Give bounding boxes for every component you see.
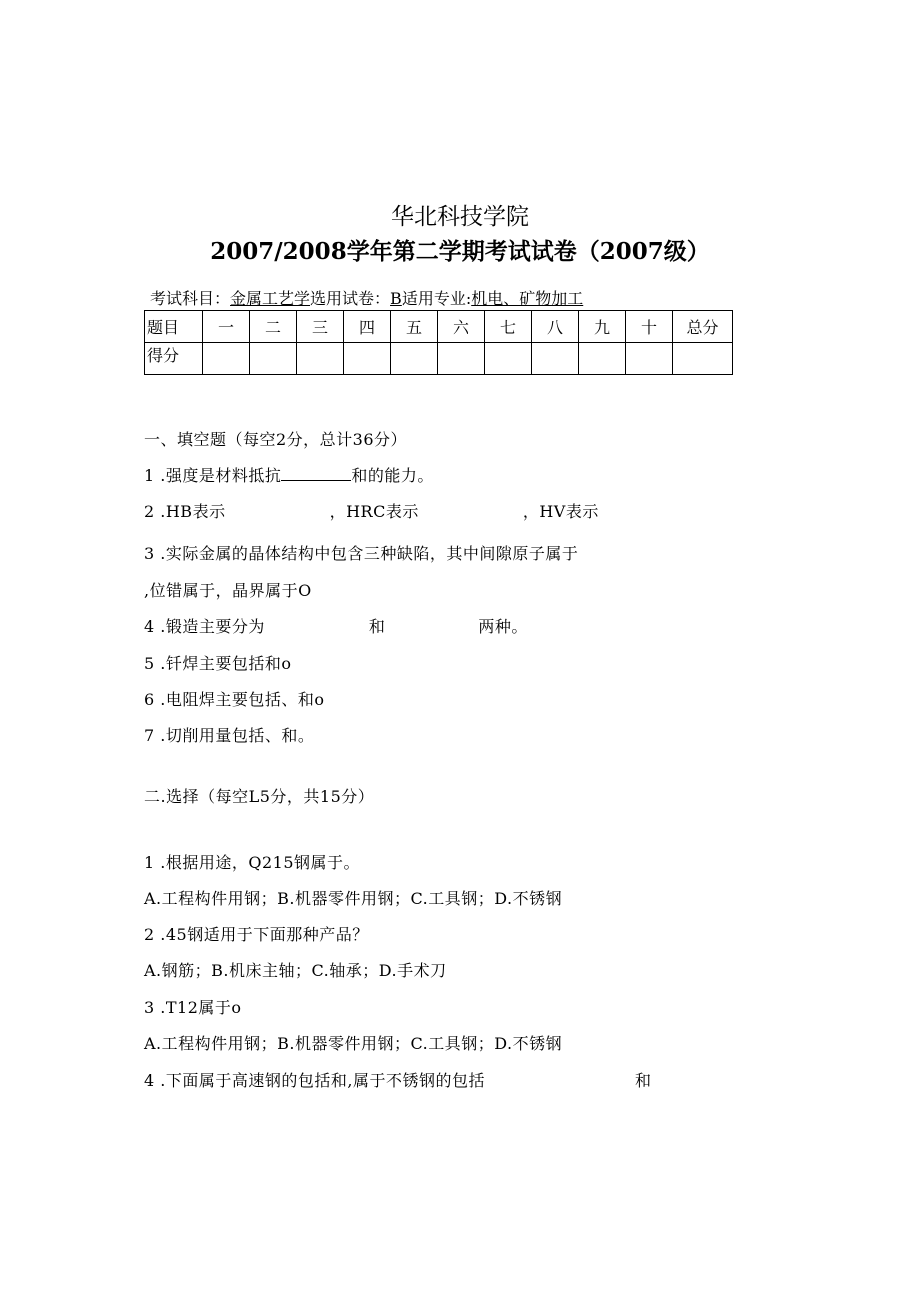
score-cell[interactable] (250, 343, 297, 375)
q4-text-c: 两种。 (478, 617, 528, 636)
s1-question-6: 6 .电阻焊主要包括、和o (144, 690, 325, 709)
s2-question-1: 1 .根据用途，Q215钢属于。 (144, 853, 361, 872)
s1-question-7: 7 .切削用量包括、和。 (144, 726, 315, 745)
subject-label: 考试科目： (150, 289, 231, 308)
table-cell: 九 (579, 311, 626, 343)
table-cell: 一 (203, 311, 250, 343)
s1-question-5: 5 .钎焊主要包括和o (144, 654, 292, 673)
subject-value: 金属工艺学 (230, 289, 311, 308)
s2-question-3-options: A.工程构件用钢；B.机器零件用钢；C.工具钢；D.不锈钢 (144, 1034, 563, 1053)
table-cell: 题目 (145, 311, 203, 343)
s1-question-4 (144, 614, 528, 637)
table-cell: 六 (438, 311, 485, 343)
q4-text-b: 和 (368, 617, 386, 636)
table-cell: 三 (297, 311, 344, 343)
table-cell: 十 (626, 311, 673, 343)
school-name: 华北科技学院 (391, 204, 529, 230)
q1-blank (281, 466, 351, 481)
section2-title: 二.选择（每空L5分，共15分） (144, 787, 375, 806)
score-cell[interactable] (485, 343, 532, 375)
score-table-score-row (145, 343, 733, 375)
table-cell: 五 (391, 311, 438, 343)
table-cell: 七 (485, 311, 532, 343)
paper-label: 选用试卷： (310, 289, 391, 308)
s2-question-2-options: A.钢筋；B.机床主轴；C.轴承；D.手术刀 (144, 961, 447, 980)
s1-question-3-line1: 3 .实际金属的晶体结构中包含三种缺陷，其中间隙原子属于 (144, 544, 579, 563)
score-table (144, 310, 733, 375)
major-label: 适用专业: (401, 289, 472, 308)
s1-question-1 (144, 463, 434, 486)
score-table-header-row (145, 311, 733, 343)
table-cell: 八 (532, 311, 579, 343)
paper-value: B (390, 289, 402, 308)
q2-text-b: ，HRC表示 (329, 502, 419, 521)
score-cell[interactable] (344, 343, 391, 375)
s2-q4-text-a: 4 .下面属于高速钢的包括和,属于不锈钢的包括 (144, 1071, 485, 1090)
s2-question-1-options: A.工程构件用钢；B.机器零件用钢；C.工具钢；D.不锈钢 (144, 889, 563, 908)
s2-question-4 (144, 1068, 651, 1091)
s2-question-2: 2 .45钢适用于下面那种产品？ (144, 925, 369, 944)
score-cell[interactable] (391, 343, 438, 375)
s1-question-2 (144, 499, 599, 522)
q2-text-a: 2 .HB表示 (144, 502, 226, 521)
score-cell[interactable] (203, 343, 250, 375)
table-cell: 二 (250, 311, 297, 343)
q1-text-a: 1 .强度是材料抵抗 (144, 466, 282, 485)
score-cell[interactable] (438, 343, 485, 375)
q1-text-b: 和的能力。 (351, 466, 434, 485)
s2-question-3: 3 .T12属于o (144, 998, 242, 1017)
score-cell[interactable] (532, 343, 579, 375)
s2-q4-text-b: 和 (634, 1071, 652, 1090)
table-cell: 总分 (673, 311, 733, 343)
score-cell[interactable] (579, 343, 626, 375)
q2-text-c: ，HV表示 (522, 502, 599, 521)
score-cell[interactable] (297, 343, 344, 375)
score-cell[interactable] (626, 343, 673, 375)
s1-question-3-line2: ,位错属于，晶界属于O (144, 581, 312, 600)
major-value: 机电、矿物加工 (471, 289, 584, 308)
table-cell: 四 (344, 311, 391, 343)
exam-info-line (150, 286, 583, 309)
q4-text-a: 4 .锻造主要分为 (144, 617, 265, 636)
section1-title: 一、填空题（每空2分，总计36分） (144, 430, 408, 449)
score-cell[interactable] (673, 343, 733, 375)
exam-title: 2007/2008学年第二学期考试试卷（2007级） (210, 238, 710, 265)
table-cell: 得分 (145, 343, 203, 375)
